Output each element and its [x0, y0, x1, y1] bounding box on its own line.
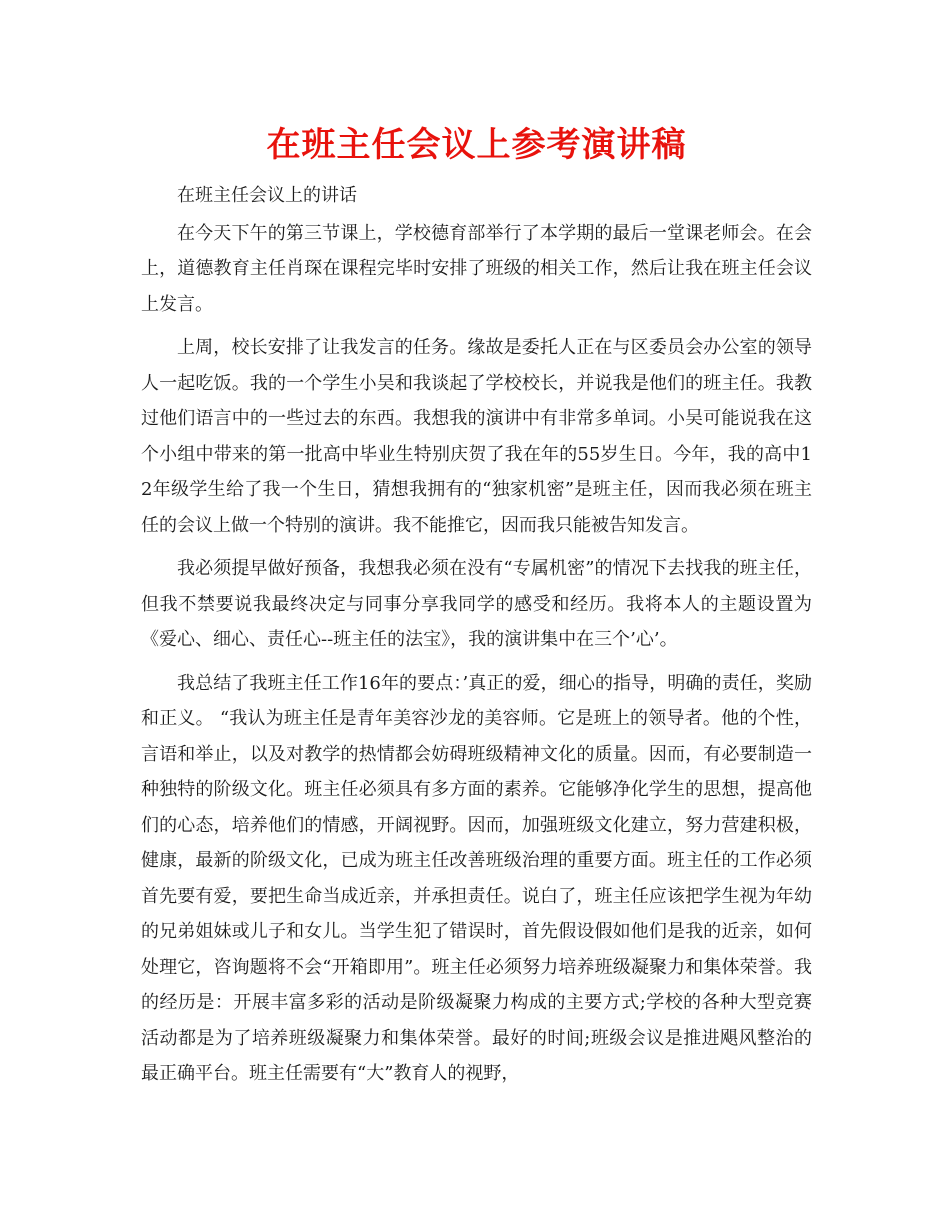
- document-title: 在班主任会议上参考演讲稿: [266, 125, 687, 165]
- body-paragraph: 我总结了我班主任工作16年的要点：’真正的爱，细心的指导，明确的责任，奖励和正义。 “我认为班主任是青年美容沙龙的美容师。它是班上的领导者。他的个性，言语和举止，以及对教学的热情都会妨碍班级精神文化的质量。因而，有必要制造一种独特的阶级文化。班主任必须具有多方面的素养。它能够净化学生的思想，提高他们的心态，培养他们的情感，开阔视野。因而，加强班级文化建立，努力营建积极，健康，最新的阶级文化，已成为班主任改善班级治理的重要方面。班主任的工作必须首先要有爱，要把生命当成近亲，并承担责任。说白了，班主任应该把学生视为年幼的兄弟姐妹或儿子和女儿。当学生犯了错误时，首先假设假如他们是我的近亲，如何处理它，咨询题将不会“开箱即用”。班主任必须努力培养班级凝聚力和集体荣誉。我的经历是：开展丰富多彩的活动是阶级凝聚力构成的主要方式;学校的各种大型竞赛活动都是为了培养班级凝聚力和集体荣誉。最好的时间;班级会议是推进飓风整治的最正确平台。班主任需要有“大”教育人的视野，: [141, 672, 812, 1084]
- body-paragraph: 我必须提早做好预备，我想我必须在没有“专属机密”的情况下去找我的班主任，但我不禁要说我最终决定与同事分享我同学的感受和经历。我将本人的主题设置为《爱心、细心、责任心--班主任的法宝》，我的演讲集中在三个’心’。: [141, 558, 812, 650]
- document-body: [141, 178, 812, 1092]
- body-paragraph: 上周，校长安排了让我发言的任务。缘故是委托人正在与区委员会办公室的领导人一起吃饭。我的一个学生小吴和我谈起了学校校长，并说我是他们的班主任。我教过他们语言中的一些过去的东西。我想我的演讲中有非常多单词。小吴可能说我在这个小组中带来的第一批高中毕业生特别庆贺了我在年的55岁生日。今年，我的高中12年级学生给了我一个生日，猜想我拥有的“独家机密”是班主任，因而我必须在班主任的会议上做一个特别的演讲。我不能推它，因而我只能被告知发言。: [141, 337, 812, 536]
- document-subtitle: 在班主任会议上的讲话: [177, 185, 357, 206]
- body-paragraph: 在今天下午的第三节课上，学校德育部举行了本学期的最后一堂课老师会。在会上，道德教育主任肖琛在课程完毕时安排了班级的相关工作，然后让我在班主任会议上发言。: [141, 222, 812, 315]
